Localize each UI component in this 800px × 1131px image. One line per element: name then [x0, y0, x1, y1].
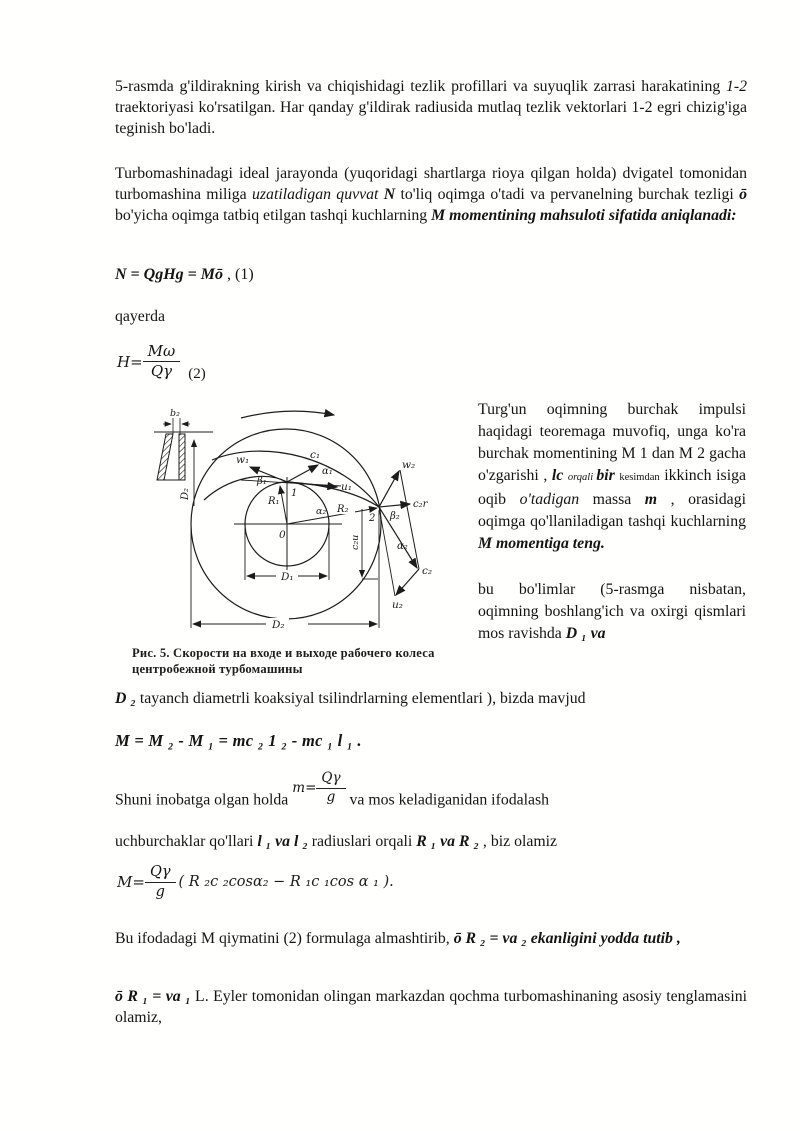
vector-w2	[379, 471, 399, 507]
equation-2	[117, 343, 206, 381]
vector-u2	[396, 569, 419, 595]
text-run-bold: M momentiga teng.	[478, 535, 605, 552]
radius-r2-line	[287, 508, 377, 524]
text-run-bold: bir	[596, 467, 620, 484]
figure-label-b2-icon: b₂	[170, 408, 180, 419]
text-run: Shuni inobatga olgan holda	[115, 791, 293, 809]
text-run-bold: ō R ₁ = va ₁	[115, 988, 191, 1005]
figure-label-c1: c₁	[310, 449, 321, 461]
fraction-numerator: Qγ	[316, 771, 345, 789]
vector-c2r	[379, 504, 410, 507]
figure-label-c2u: c₂u	[350, 534, 361, 550]
figure-5-diagram	[116, 402, 468, 640]
text-run: ikkinch isiga oqib	[478, 467, 746, 508]
figure-label-alpha2-center: α₂	[316, 506, 327, 517]
text-run: Turbomashinadagi ideal jarayonda (yuqoridagi shartlarga rioya qilgan holda) dvigatel tomonidan turbomashina miliga	[115, 165, 747, 203]
figure-label-u2: u₂	[392, 599, 403, 611]
fraction-lhs: m=	[292, 779, 317, 796]
equation-2-fraction	[143, 343, 181, 381]
paragraph-intro	[115, 76, 747, 139]
figure-label-d1: D₁	[281, 571, 294, 583]
vector-u1	[287, 482, 337, 487]
figure-label-d2: D₂	[272, 619, 285, 631]
equation-2-number: (2)	[188, 365, 206, 382]
vector-c1	[287, 465, 318, 482]
equation-1-number: , (1)	[223, 266, 254, 283]
text-run: bo'yicha oqimga tatbiq etilgan tashqi kuchlarning	[115, 207, 432, 224]
text-run-bold: ō	[739, 186, 747, 203]
text-run-italic: o'tadigan	[519, 491, 580, 508]
equation-2-lhs: H=	[117, 352, 143, 371]
paragraph-euler	[115, 986, 747, 1028]
text-run: , biz olamiz	[478, 833, 558, 850]
text-run-bold: R ₁ va R ₂	[416, 833, 479, 850]
equation-3: M = M ₂ - M ₁ = mc ₂ 1 ₂ - mc ₁ l ₁ .	[115, 731, 362, 750]
text-run: massa	[579, 491, 645, 508]
fraction-denominator: g	[326, 788, 336, 805]
equation-1	[115, 266, 254, 284]
figure-label-c2r: c₂r	[413, 499, 428, 510]
where-label	[115, 306, 165, 327]
text-run-bold: l ₁ va l ₂	[257, 833, 308, 850]
text-run-bold: N	[383, 186, 396, 203]
figure-label-r1: R₁	[268, 496, 280, 507]
blade-section-left	[157, 434, 173, 480]
text-run-bold: m	[644, 491, 658, 508]
figure-caption-line2: центробежной турбомашины	[132, 662, 303, 676]
text-run: va mos keladiganidan ifodalash	[345, 791, 550, 809]
figure-label-point1: 1	[291, 488, 298, 499]
figure-label-beta1: β₁	[257, 476, 267, 487]
text-run-italic: 1-2	[725, 78, 747, 95]
equation-4-fraction	[145, 864, 176, 900]
text-run: bu bo'limlar (5-rasmga nisbatan, oqimning boshlang'ich va oxirgi qismlari mos ravishda	[478, 581, 746, 642]
figure-label-c2: c₂	[422, 565, 433, 577]
text-run: 5-rasmda g'ildirakning kirish va chiqishidagi tezlik profillari va suyuqlik zarrasi harakatining	[115, 78, 726, 95]
equation-4	[117, 864, 394, 900]
text-run: L. Eyler tomonidan olingan markazdan qochma turbomashinaning asosiy tenglamasini olamiz,	[115, 988, 747, 1026]
right-column	[478, 399, 746, 645]
text-run: Turg'un oqimning burchak impulsi haqidagi teoremaga muvofiq, unga ko'ra burchak momentining M 1 dan M 2 gacha o'zgarishi ,	[478, 401, 746, 484]
text-run: qayerda	[115, 308, 165, 325]
text-run-bold: lc	[551, 467, 568, 484]
text-run: uchburchaklar qo'llari	[115, 833, 258, 850]
paragraph-substitution	[115, 928, 747, 949]
radius-r1-line	[280, 486, 287, 524]
figure-label-origin: 0	[279, 529, 286, 541]
paragraph-triangles	[115, 831, 747, 852]
figure-caption-line1: Рис. 5. Скорости на входе и выходе рабочего колеса	[132, 646, 435, 660]
figure-label-alpha1: α₁	[322, 466, 333, 477]
inline-fraction-m	[292, 771, 345, 805]
vector-w1	[250, 467, 287, 482]
text-run-bold: D ₂	[115, 690, 136, 707]
equation-4-expression: ( R ₂c ₂cosα₂ − R ₁c ₁cos α ₁ ).	[178, 874, 394, 891]
figure-label-beta2: β₂	[390, 511, 400, 522]
text-run-bold: M momentining mahsuloti sifatida aniqlanadi:	[431, 207, 737, 224]
text-run-small: orqali	[567, 472, 597, 483]
text-run: Bu ifodadagi M qiymatini (2) formulaga almashtirib,	[115, 930, 454, 947]
paragraph-turbomachine	[115, 163, 747, 226]
text-run: tayanch diametrli koaksiyal tsilindrlarning elementlari ), bizda mavjud	[135, 690, 586, 707]
text-run-small: kesimdan	[619, 472, 660, 483]
fraction-denominator: g	[155, 883, 165, 900]
figure-label-d2-side: D₂	[180, 487, 191, 500]
text-run: radiuslari orqali	[307, 833, 417, 850]
figure-5	[116, 402, 472, 677]
fraction-numerator: Mω	[143, 343, 181, 362]
equation-1-math: N = QgHg = Mō	[115, 266, 224, 283]
figure-label-alpha2: α₂	[397, 541, 408, 552]
paragraph-theorem	[478, 399, 746, 555]
fraction-numerator: Qγ	[145, 864, 176, 883]
figure-label-point2: 2	[369, 513, 376, 524]
figure-label-w1: w₁	[236, 454, 250, 466]
text-run-bold: ō R ₂ = va ₂ ekanligini yodda tutib ,	[453, 930, 681, 947]
equation-4-lhs: M=	[117, 873, 145, 892]
figure-label-u1: u₁	[341, 481, 352, 493]
text-run-italic: uzatiladigan quvvat	[252, 186, 384, 203]
text-run-bold: D ₁ va	[565, 625, 606, 642]
text-run: to'liq oqimga o'tadi va pervanelning burchak tezligi	[395, 186, 740, 203]
blade-section-right	[179, 434, 185, 480]
figure-caption	[116, 645, 450, 677]
figure-label-w2: w₂	[402, 459, 416, 471]
paragraph-cylinders	[115, 688, 747, 709]
figure-label-r2: R₂	[337, 504, 349, 515]
fraction-denominator: Qγ	[150, 362, 173, 381]
text-run: , orasidagi oqimga qo'llaniladigan tashqi kuchlarning	[478, 491, 746, 530]
paragraph-sections	[478, 579, 746, 645]
rotation-arrow	[241, 411, 334, 418]
text-run: traektoriyasi ko'rsatilgan. Har qanday g'ildirak radiusida mutlaq tezlik vektorlari 1-2 egri chizig'iga teginish bo'ladi.	[115, 99, 747, 137]
